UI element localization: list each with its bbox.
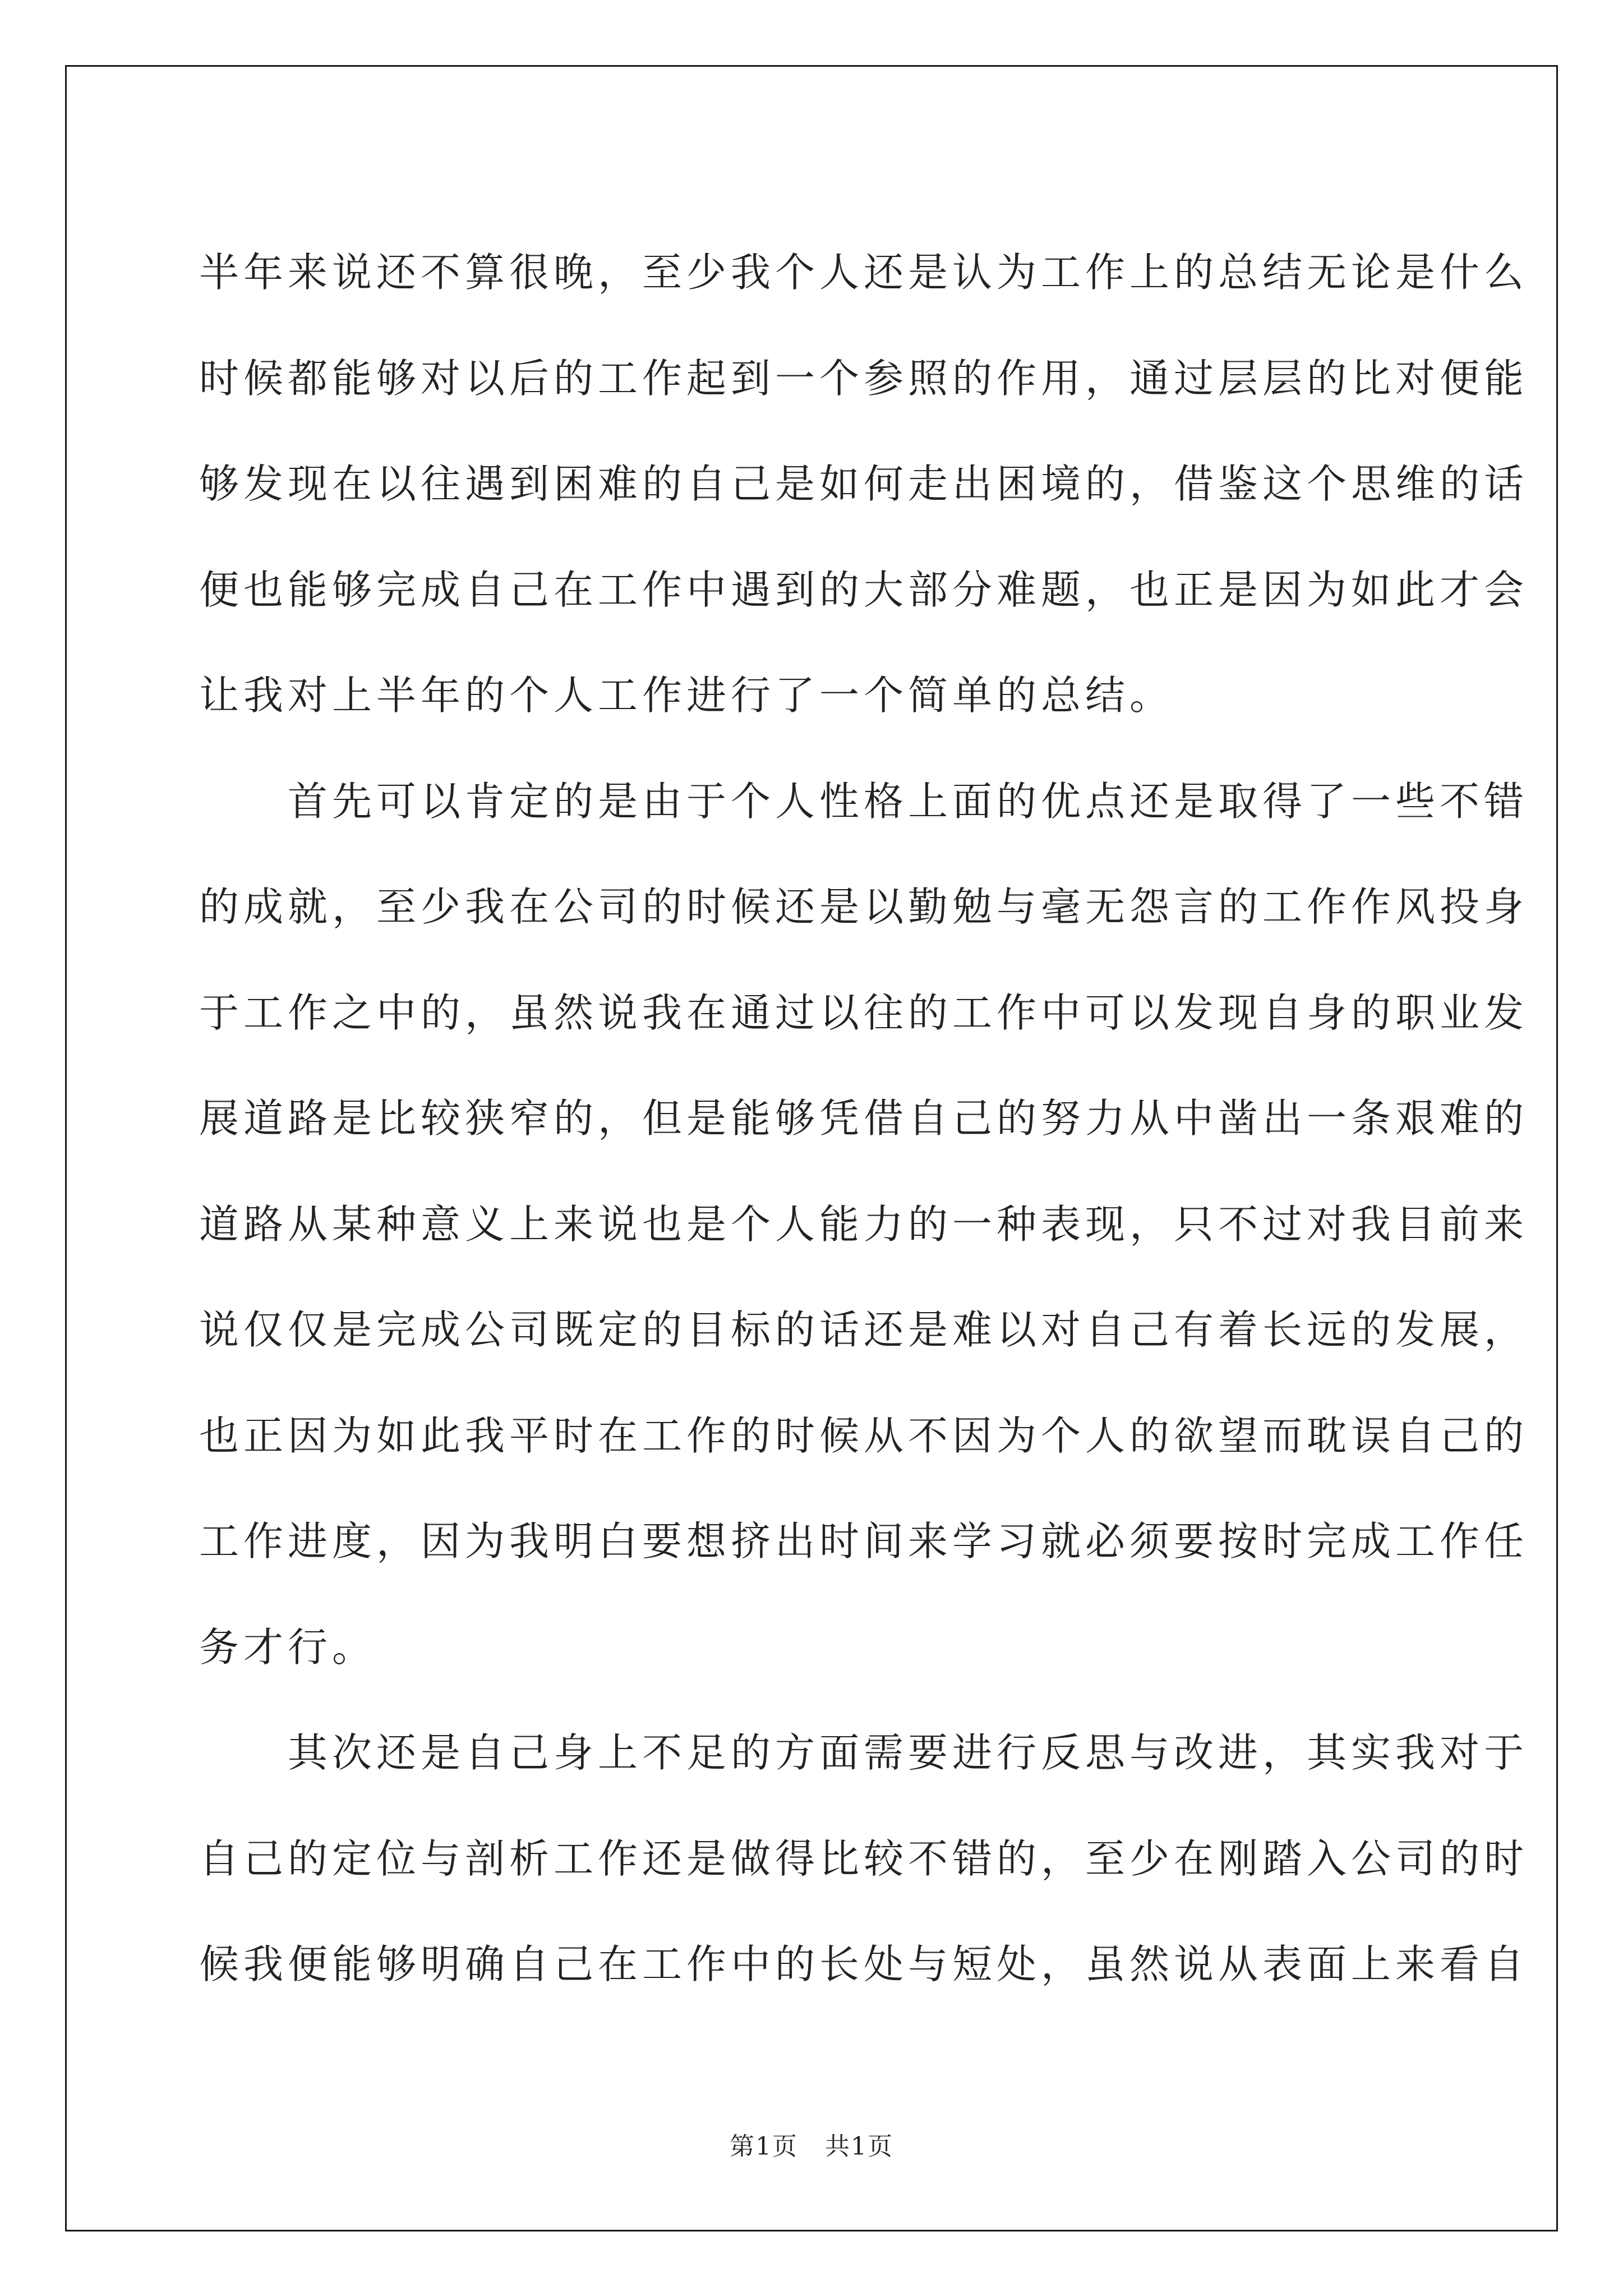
text-line: 务才行。 xyxy=(199,1623,377,1671)
text-line: 便也能够完成自己在工作中遇到的大部分难题，也正是因为如此才会 xyxy=(199,566,1529,613)
page-total: 共1页 xyxy=(825,2132,893,2161)
text-line: 展道路是比较狭窄的，但是能够凭借自己的努力从中凿出一条艰难的 xyxy=(199,1095,1529,1142)
text-line: 工作进度，因为我明白要想挤出时间来学习就必须要按时完成工作任 xyxy=(199,1518,1529,1565)
text-line: 自己的定位与剖析工作还是做得比较不错的，至少在刚踏入公司的时 xyxy=(199,1835,1529,1882)
text-line: 时候都能够对以后的工作起到一个参照的作用，通过层层的比对便能 xyxy=(199,355,1529,402)
paragraph-2 xyxy=(199,749,1529,1701)
text-line: 也正因为如此我平时在工作的时候从不因为个人的欲望而耽误自己的 xyxy=(199,1412,1529,1459)
text-line: 候我便能够明确自己在工作中的长处与短处，虽然说从表面上来看自 xyxy=(199,1941,1529,1987)
text-line: 的成就，至少我在公司的时候还是以勤勉与毫无怨言的工作作风投身 xyxy=(199,884,1529,930)
text-line: 让我对上半年的个人工作进行了一个简单的总结。 xyxy=(199,672,1174,719)
text-line: 说仅仅是完成公司既定的目标的话还是难以对自己有着长远的发展， xyxy=(199,1306,1529,1353)
page-footer xyxy=(0,2126,1623,2162)
text-line: 于工作之中的，虽然说我在通过以往的工作中可以发现自身的职业发 xyxy=(199,989,1529,1036)
text-line: 首先可以肯定的是由于个人性格上面的优点还是取得了一些不错 xyxy=(199,777,1529,825)
page-number: 第1页 xyxy=(730,2132,798,2161)
paragraph-3 xyxy=(199,1700,1529,2018)
document-body xyxy=(199,220,1529,2018)
text-line: 够发现在以往遇到困难的自己是如何走出困境的，借鉴这个思维的话 xyxy=(199,461,1529,507)
paragraph-1 xyxy=(199,220,1529,749)
text-line: 道路从某种意义上来说也是个人能力的一种表现，只不过对我目前来 xyxy=(199,1200,1529,1248)
text-line: 其次还是自己身上不足的方面需要进行反思与改进，其实我对于 xyxy=(199,1729,1529,1776)
text-line: 半年来说还不算很晚，至少我个人还是认为工作上的总结无论是什么 xyxy=(199,249,1529,296)
